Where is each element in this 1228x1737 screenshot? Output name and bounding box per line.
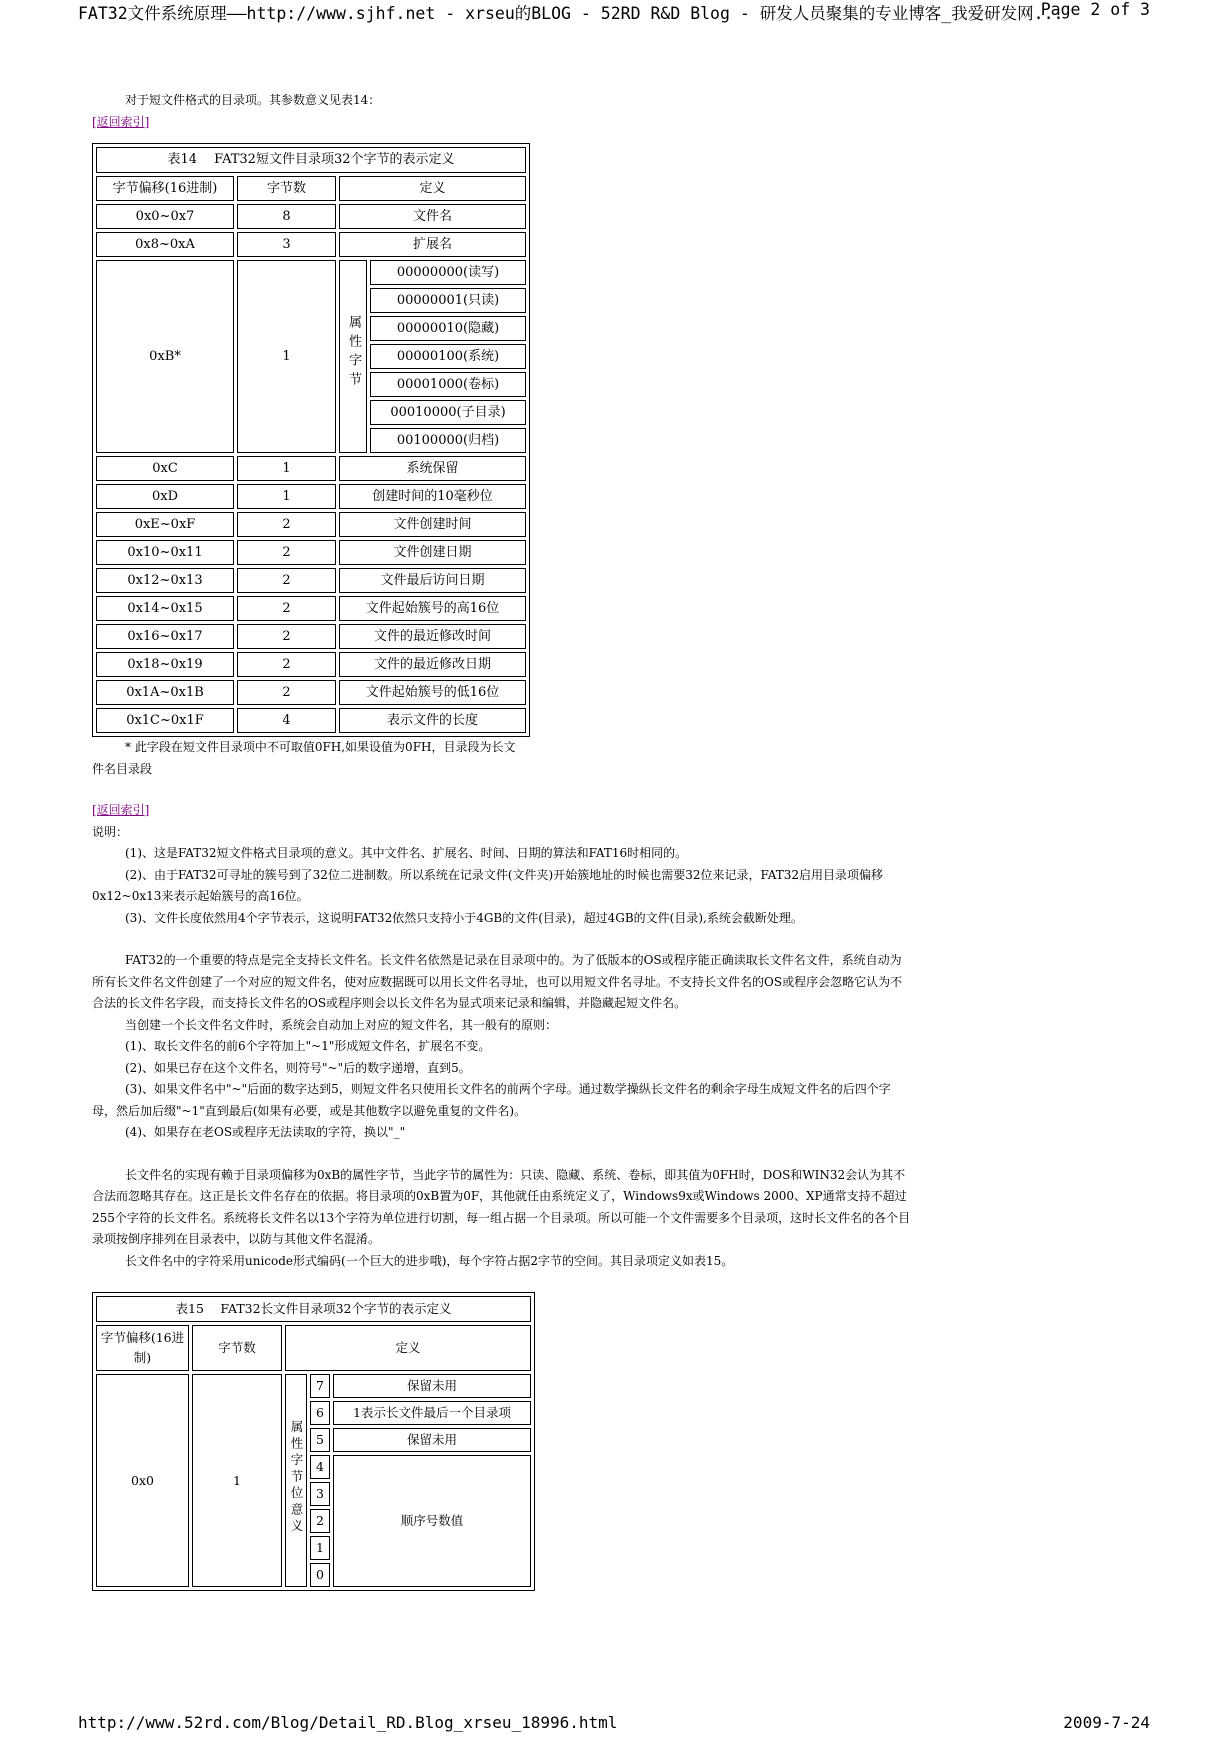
bit-number: 5 bbox=[310, 1428, 330, 1452]
cell-def: 文件起始簇号的高16位 bbox=[339, 596, 526, 621]
attr-value: 00000010(隐藏) bbox=[370, 316, 526, 341]
cell-bytes: 3 bbox=[237, 232, 336, 257]
cell-def: 文件起始簇号的低16位 bbox=[339, 680, 526, 705]
attr-value: 00001000(卷标) bbox=[370, 372, 526, 397]
bit-def: 1表示长文件最后一个目录项 bbox=[333, 1401, 531, 1425]
table-14-header-offset: 字节偏移(16进制) bbox=[96, 176, 234, 201]
table-row bbox=[96, 708, 526, 733]
explain-item: (2)、由于FAT32可寻址的簇号到了32位二进制数。所以系统在记录文件(文件夹)开始簇地址的时候也需要32位来记录，FAT32启用目录项偏移0x12~0x13来表示起始簇号的高16位。 bbox=[92, 867, 884, 903]
bit-def: 保留未用 bbox=[333, 1428, 531, 1452]
cell-offset: 0xB* bbox=[96, 260, 234, 453]
cell-bytes: 4 bbox=[237, 708, 336, 733]
table-row bbox=[96, 652, 526, 677]
table-15-header-offset: 字节偏移(16进制) bbox=[96, 1325, 189, 1371]
cell-bytes: 1 bbox=[237, 484, 336, 509]
back-to-index-link[interactable]: [返回索引] bbox=[92, 114, 150, 129]
attr-label: 属性字节 bbox=[346, 314, 361, 391]
lfn-paragraph-4: 长文件名中的字符采用unicode形式编码(一个巨大的进步哦)，每个字符占据2字节的空间。其目录项定义如表15。 bbox=[125, 1253, 734, 1268]
cell-offset: 0xC bbox=[96, 456, 234, 481]
print-page-number: Page 2 of 3 bbox=[1040, 0, 1150, 19]
table-14-header-bytes: 字节数 bbox=[237, 176, 336, 201]
cell-bytes: 2 bbox=[237, 624, 336, 649]
bit-number: 4 bbox=[310, 1455, 330, 1479]
cell-offset: 0x18~0x19 bbox=[96, 652, 234, 677]
lfn-rule: (4)、如果存在老OS或程序无法读取的字符，换以"_" bbox=[125, 1125, 406, 1139]
cell-def: 文件的最近修改日期 bbox=[339, 652, 526, 677]
table-14-caption: 表14 FAT32短文件目录项32个字节的表示定义 bbox=[96, 147, 526, 173]
attr-value: 00000000(读写) bbox=[370, 260, 526, 285]
print-footer-url: http://www.52rd.com/Blog/Detail_RD.Blog_xrseu_18996.html bbox=[78, 1713, 618, 1732]
cell-offset: 0x0~0x7 bbox=[96, 204, 234, 229]
explain-item: (3)、文件长度依然用4个字节表示，这说明FAT32依然只支持小于4GB的文件(目录)，超过4GB的文件(目录),系统会截断处理。 bbox=[125, 910, 803, 925]
bit-number: 3 bbox=[310, 1482, 330, 1506]
attr-value: 00010000(子目录) bbox=[370, 400, 526, 425]
attr-value: 00000100(系统) bbox=[370, 344, 526, 369]
cell-offset: 0x1C~0x1F bbox=[96, 708, 234, 733]
bit-def: 保留未用 bbox=[333, 1374, 531, 1398]
cell-def: 表示文件的长度 bbox=[339, 708, 526, 733]
cell-bytes: 2 bbox=[237, 540, 336, 565]
table-14 bbox=[92, 143, 530, 737]
table-14-header-def: 定义 bbox=[339, 176, 526, 201]
cell-bytes: 1 bbox=[237, 456, 336, 481]
cell-bytes: 8 bbox=[237, 204, 336, 229]
cell-bytes: 1 bbox=[237, 260, 336, 453]
intro-text: 对于短文件格式的目录项。其参数意义见表14： bbox=[125, 93, 381, 107]
attr-bits-label-cell bbox=[285, 1374, 307, 1587]
cell-offset: 0x0 bbox=[96, 1374, 189, 1587]
lfn-rule: (3)、如果文件名中"~"后面的数字达到5，则短文件名只使用长文件名的前两个字母。通过数学操纵长文件名的剩余字母生成短文件名的后四个字母，然后加后缀"~1"直到最后(如果有必要，或是其他数字以避免重复的文件名)。 bbox=[92, 1082, 891, 1118]
print-header bbox=[78, 0, 1150, 22]
cell-bytes: 2 bbox=[237, 568, 336, 593]
cell-def: 文件名 bbox=[339, 204, 526, 229]
lfn-rule: (2)、如果已存在这个文件名，则符号"~"后的数字递增，直到5。 bbox=[125, 1060, 471, 1075]
lfn-paragraph-1: FAT32的一个重要的特点是完全支持长文件名。长文件名依然是记录在目录项中的。为了低版本的OS或程序能正确读取长文件名文件，系统自动为所有长文件名文件创建了一个对应的短文件名，使对应数据既可以用长文件名寻址，也可以用短文件名寻址。不支持长文件名的OS或程序会忽略它认为不合法的长文件名字段，而支持长文件名的OS或程序则会以长文件名为显式项来记录和编辑，并隐藏起短文件名。 bbox=[92, 953, 903, 1010]
article-body bbox=[92, 90, 912, 1591]
table-row bbox=[96, 540, 526, 565]
back-to-index-link-2[interactable]: [返回索引] bbox=[92, 803, 150, 817]
explain-label: 说明： bbox=[92, 824, 129, 839]
bit-number: 0 bbox=[310, 1563, 330, 1587]
table-14-note: * 此字段在短文件目录项中不可取值0FH,如果设值为0FH，目录段为长文件名目录段 bbox=[92, 740, 516, 776]
table-row bbox=[96, 596, 526, 621]
table-row bbox=[96, 484, 526, 509]
table-15-caption: 表15 FAT32长文件目录项32个字节的表示定义 bbox=[96, 1296, 531, 1322]
cell-bytes: 2 bbox=[237, 512, 336, 537]
cell-bytes: 1 bbox=[192, 1374, 282, 1587]
table-row bbox=[96, 232, 526, 257]
cell-bytes: 2 bbox=[237, 680, 336, 705]
print-footer-date: 2009-7-24 bbox=[1063, 1713, 1150, 1732]
cell-offset: 0x10~0x11 bbox=[96, 540, 234, 565]
table-15 bbox=[92, 1292, 535, 1591]
attr-value: 00100000(归档) bbox=[370, 428, 526, 453]
cell-offset: 0x1A~0x1B bbox=[96, 680, 234, 705]
cell-bytes: 2 bbox=[237, 596, 336, 621]
cell-offset: 0x16~0x17 bbox=[96, 624, 234, 649]
cell-offset: 0x14~0x15 bbox=[96, 596, 234, 621]
attr-value: 00000001(只读) bbox=[370, 288, 526, 313]
table-row bbox=[96, 680, 526, 705]
table-row bbox=[96, 204, 526, 229]
print-footer bbox=[78, 1713, 1150, 1735]
bit-number: 2 bbox=[310, 1509, 330, 1533]
cell-offset: 0x8~0xA bbox=[96, 232, 234, 257]
cell-def: 文件创建日期 bbox=[339, 540, 526, 565]
cell-def: 文件最后访问日期 bbox=[339, 568, 526, 593]
lfn-paragraph-3: 长文件名的实现有赖于目录项偏移为0xB的属性字节，当此字节的属性为：只读、隐藏、系统、卷标，即其值为0FH时，DOS和WIN32会认为其不合法而忽略其存在。这正是长文件名存在的依据。将目录项的0xB置为0F，其他就任由系统定义了，Windows9x或Windows 2000、XP通常支持不超过255个字符的长文件名。系统将长文件名以13个字符为单位进行切割，每一组占据一个目录项。所以可能一个文件需要多个目录项，这时长文件名的各个目录项按倒序排列在目录表中，以防与其他文件名混淆。 bbox=[92, 1167, 911, 1246]
cell-offset: 0xD bbox=[96, 484, 234, 509]
print-header-title: FAT32文件系统原理——http://www.sjhf.net - xrseu的BLOG - 52RD R&D Blog - 研发人员聚集的专业博客_我爱研发网... bbox=[78, 4, 1064, 23]
cell-def: 扩展名 bbox=[339, 232, 526, 257]
table-row bbox=[96, 512, 526, 537]
cell-offset: 0xE~0xF bbox=[96, 512, 234, 537]
table-row bbox=[96, 456, 526, 481]
table-15-header-bytes: 字节数 bbox=[192, 1325, 282, 1371]
bit-number: 6 bbox=[310, 1401, 330, 1425]
table-row bbox=[96, 1374, 531, 1398]
explain-item: (1)、这是FAT32短文件格式目录项的意义。其中文件名、扩展名、时间、日期的算法和FAT16时相同的。 bbox=[125, 846, 688, 860]
cell-def: 系统保留 bbox=[339, 456, 526, 481]
attr-bits-label: 属性字节位意义 bbox=[289, 1419, 304, 1535]
lfn-paragraph-2: 当创建一个长文件名文件时，系统会自动加上对应的短文件名，其一般有的原则： bbox=[125, 1017, 558, 1032]
cell-def: 文件创建时间 bbox=[339, 512, 526, 537]
table-row bbox=[96, 260, 526, 285]
table-15-header-def: 定义 bbox=[285, 1325, 531, 1371]
attr-label-cell bbox=[339, 260, 367, 453]
bit-def-seq: 顺序号数值 bbox=[333, 1455, 531, 1587]
cell-def: 创建时间的10毫秒位 bbox=[339, 484, 526, 509]
cell-def: 文件的最近修改时间 bbox=[339, 624, 526, 649]
lfn-rule: (1)、取长文件名的前6个字符加上"~1"形成短文件名，扩展名不变。 bbox=[125, 1039, 491, 1053]
cell-bytes: 2 bbox=[237, 652, 336, 677]
table-row bbox=[96, 624, 526, 649]
cell-offset: 0x12~0x13 bbox=[96, 568, 234, 593]
bit-number: 1 bbox=[310, 1536, 330, 1560]
bit-number: 7 bbox=[310, 1374, 330, 1398]
table-row bbox=[96, 568, 526, 593]
